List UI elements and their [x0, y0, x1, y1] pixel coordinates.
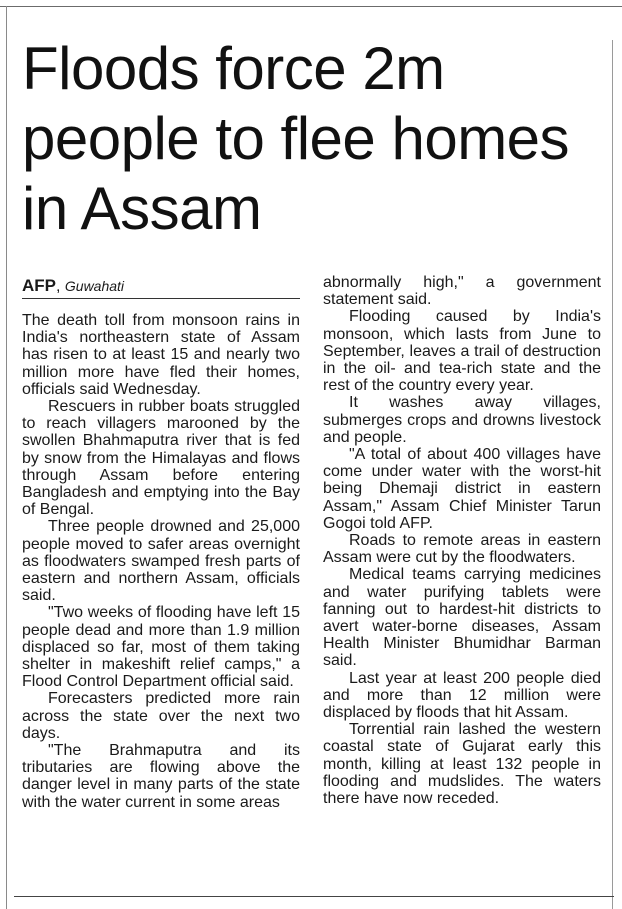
paragraph: abnormally high," a government statement said. — [323, 274, 601, 309]
paragraph: Last year at least 200 people died and more than 12 million were displaced by floods that hit Assam. — [323, 669, 601, 722]
article-column-1 — [22, 312, 300, 811]
paragraph: Three people drowned and 25,000 people moved to safer areas overnight as floodwaters swamped fresh parts of eastern and northern Assam, officials said. — [22, 518, 300, 605]
paragraph: Forecasters predicted more rain across the state over the next two days. — [22, 690, 300, 742]
frame-bottom-rule — [14, 896, 614, 897]
frame-right-rule — [612, 40, 613, 909]
frame-left-rule — [6, 6, 7, 909]
paragraph: "A total of about 400 villages have come under water with the worst-hit being Dhemaji district in eastern Assam," Assam Chief Minister Tarun Gogoi told AFP. — [323, 446, 601, 532]
headline: Floods force 2m people to flee homes in Assam — [22, 35, 570, 242]
paragraph: Medical teams carrying medicines and water purifying tablets were fanning out to hardest-hit districts to avert water-borne diseases, Assam Health Minister Bhumidhar Barman said. — [323, 566, 601, 670]
paragraph: The death toll from monsoon rains in India's northeastern state of Assam has risen to at least 15 and nearly two million more have fled their homes, officials said Wednesday. — [22, 312, 300, 398]
dateline-location: Guwahati — [64, 278, 125, 294]
article-column-2 — [323, 274, 601, 807]
paragraph: Rescuers in rubber boats struggled to reach villagers marooned by the swollen Bhahmaputra river that is fed by snow from the Himalayas and flows through Assam before entering Bangladesh and emptying into the Bay of Bengal. — [22, 398, 300, 519]
frame-top-rule — [0, 6, 622, 7]
paragraph: "The Brahmaputra and its tributaries are flowing above the danger level in many parts of the state with the water current in some areas — [22, 742, 300, 811]
byline-rule — [22, 298, 300, 299]
paragraph: It washes away villages, submerges crops and drowns livestock and people. — [323, 394, 601, 446]
agency-credit: AFP — [22, 276, 56, 295]
paragraph: Torrential rain lashed the western coastal state of Gujarat early this month, killing at least 132 people in flooding and mudslides. The waters there have now receded. — [323, 721, 601, 808]
paragraph: Roads to remote areas in eastern Assam were cut by the floodwaters. — [323, 532, 601, 567]
paragraph: Flooding caused by India's monsoon, which lasts from June to September, leaves a trail of destruction in the oil- and tea-rich state and the rest of the country every year. — [323, 308, 601, 395]
paragraph: "Two weeks of flooding have left 15 people dead and more than 1.9 million displaced so far, most of them taking shelter in makeshift relief camps," a Flood Control Department official said. — [22, 604, 300, 691]
dateline: AFP, Guwahati — [22, 276, 125, 295]
